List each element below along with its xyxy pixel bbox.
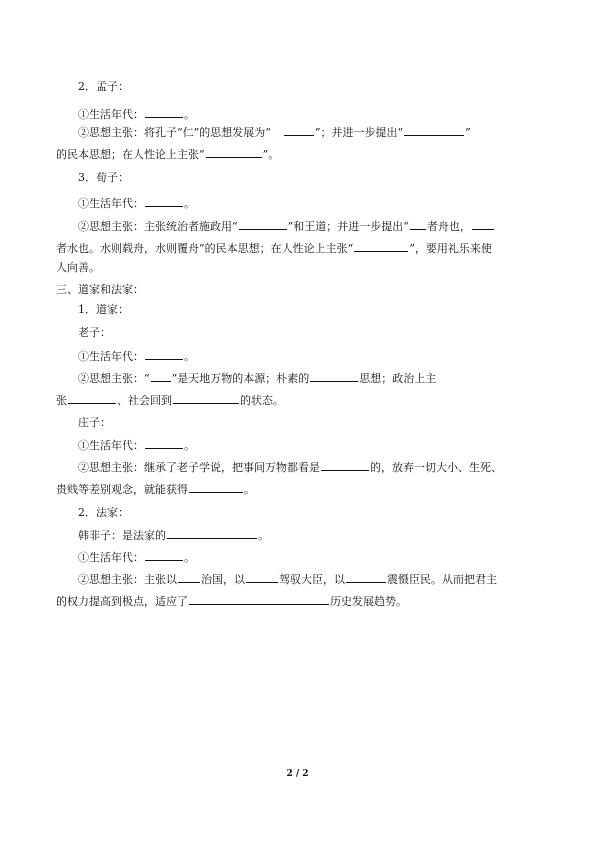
xunzi-idea-text-b: ”和王道；并进一步提出“ (287, 220, 409, 233)
legalism-blank-4[interactable] (189, 593, 329, 605)
legalism-blank-3[interactable] (346, 571, 386, 583)
mencius-idea-text-a: ②思想主张：将孔子“仁”的思想发展为“ (78, 126, 271, 139)
section-three-heading (56, 283, 548, 297)
laozi-idea-text-e: 、社会回到 (117, 394, 172, 407)
xunzi-era-line (78, 195, 548, 211)
zhuangzi-idea-text-a: ②思想主张：继承了老子学说，把事间万物都看是 (78, 461, 320, 474)
xunzi-idea-line-3 (56, 261, 548, 275)
laozi-blank-3[interactable] (68, 392, 116, 404)
xunzi-era-end: 。 (184, 197, 195, 210)
zhuangzi-idea-text-b: 的，放弃一切大小、生死、 (370, 461, 502, 474)
laozi-blank-2[interactable] (310, 370, 358, 382)
mencius-idea-text-e: ”。 (262, 148, 280, 161)
mencius-era-end: 。 (184, 108, 195, 121)
xunzi-blank-2[interactable] (410, 218, 426, 230)
xunzi-idea-text-c: 者舟也， (426, 220, 471, 233)
legalism-blank-1[interactable] (178, 571, 200, 583)
xunzi-idea-line-1 (78, 218, 548, 234)
hanfeizi-text-a: 韩非子：是法家的 (78, 529, 166, 542)
xunzi-idea-text-a: ②思想主张：主张统治者施政用“ (78, 220, 238, 233)
laozi-blank-4[interactable] (173, 392, 239, 404)
xunzi-idea-text-d: 者水也。水则载舟，水则覆舟”的民本思想；在人性论上主张“ (56, 242, 354, 255)
legalism-idea-line-1 (78, 571, 548, 587)
mencius-idea-line-1 (78, 124, 548, 140)
legalism-idea-text-d: 震慑臣民。从而把君主 (387, 573, 497, 586)
xunzi-era-blank[interactable] (145, 195, 183, 207)
zhuangzi-blank-1[interactable] (321, 459, 369, 471)
zhuangzi-era-label: ①生活年代： (78, 439, 144, 452)
mencius-blank-2[interactable] (404, 124, 464, 136)
xunzi-idea-text-f: 人向善。 (56, 261, 100, 274)
zhuangzi-era-blank[interactable] (145, 437, 183, 449)
laozi-era-end: 。 (184, 350, 195, 363)
laozi-idea-text-d: 张 (56, 394, 67, 407)
zhuangzi-blank-2[interactable] (189, 481, 243, 493)
mencius-heading (78, 80, 548, 94)
laozi-idea-text-f: 的状态。 (240, 394, 284, 407)
mencius-idea-line-2 (56, 146, 548, 162)
legalism-heading (78, 506, 548, 520)
laozi-idea-line-1 (78, 370, 548, 386)
legalism-idea-line-2 (56, 593, 548, 609)
legalism-era-line (78, 549, 548, 565)
zhuangzi-era-line (78, 437, 548, 453)
legalism-era-blank[interactable] (145, 549, 183, 561)
zhuangzi-idea-text-c: 贵贱等差别观念，就能获得 (56, 483, 188, 496)
xunzi-era-label: ①生活年代： (78, 197, 144, 210)
zhuangzi-idea-text-d: 。 (244, 483, 255, 496)
mencius-idea-text-d: 的民本思想；在人性论上主张“ (56, 148, 205, 161)
legalism-idea-text-e: 的权力提高到极点，适应了 (56, 595, 188, 608)
legalism-heading-text: 2．法家： (78, 506, 129, 519)
mencius-era-label: ①生活年代： (78, 108, 144, 121)
xunzi-heading-text: 3．荀子： (78, 171, 129, 184)
zhuangzi-era-end: 。 (184, 439, 195, 452)
mencius-era-line (78, 106, 548, 122)
legalism-idea-text-a: ②思想主张：主张以 (78, 573, 177, 586)
laozi-era-blank[interactable] (145, 348, 183, 360)
zhuangzi-heading (78, 416, 548, 430)
daoism-heading (78, 303, 548, 317)
legalism-blank-2[interactable] (246, 571, 278, 583)
zhuangzi-idea-line-1 (78, 459, 548, 475)
laozi-idea-text-c: 思想；政治上主 (359, 372, 437, 385)
zhuangzi-heading-text: 庄子： (78, 416, 111, 429)
mencius-blank-1[interactable] (284, 124, 314, 136)
laozi-idea-text-a: ②思想主张：“ (78, 372, 150, 385)
legalism-idea-text-f: 历史发展趋势。 (330, 595, 407, 608)
laozi-era-label: ①生活年代： (78, 350, 144, 363)
daoism-heading-text: 1．道家： (78, 303, 129, 316)
laozi-heading-text: 老子： (78, 326, 111, 339)
xunzi-idea-text-e: ”，要用礼乐来使 (409, 242, 492, 255)
xunzi-blank-1[interactable] (239, 218, 287, 230)
laozi-idea-line-2 (56, 392, 548, 408)
mencius-blank-3[interactable] (206, 146, 262, 158)
mencius-idea-text-c: ” (465, 126, 471, 139)
mencius-heading-text: 2．孟子： (78, 80, 129, 93)
laozi-blank-1[interactable] (151, 370, 171, 382)
mencius-era-blank[interactable] (145, 106, 183, 118)
hanfeizi-line (78, 527, 548, 543)
xunzi-heading (78, 171, 548, 185)
xunzi-blank-3[interactable] (472, 218, 494, 230)
legalism-era-label: ①生活年代： (78, 551, 144, 564)
hanfeizi-blank[interactable] (167, 527, 257, 539)
section-three-heading-text: 三、道家和法家： (56, 283, 144, 296)
legalism-idea-text-c: 驾驭大臣，以 (279, 573, 345, 586)
hanfeizi-text-b: 。 (258, 529, 269, 542)
zhuangzi-idea-line-2 (56, 481, 548, 497)
laozi-era-line (78, 348, 548, 364)
xunzi-idea-line-2 (56, 240, 548, 256)
legalism-idea-text-b: 治国，以 (201, 573, 245, 586)
xunzi-blank-4[interactable] (354, 240, 408, 252)
legalism-era-end: 。 (184, 551, 195, 564)
laozi-heading (78, 326, 548, 340)
mencius-idea-text-b: ”；并进一步提出“ (314, 126, 404, 139)
page-number: 2 / 2 (286, 769, 309, 779)
laozi-idea-text-b: ”是天地万物的本源；朴素的 (171, 372, 310, 385)
